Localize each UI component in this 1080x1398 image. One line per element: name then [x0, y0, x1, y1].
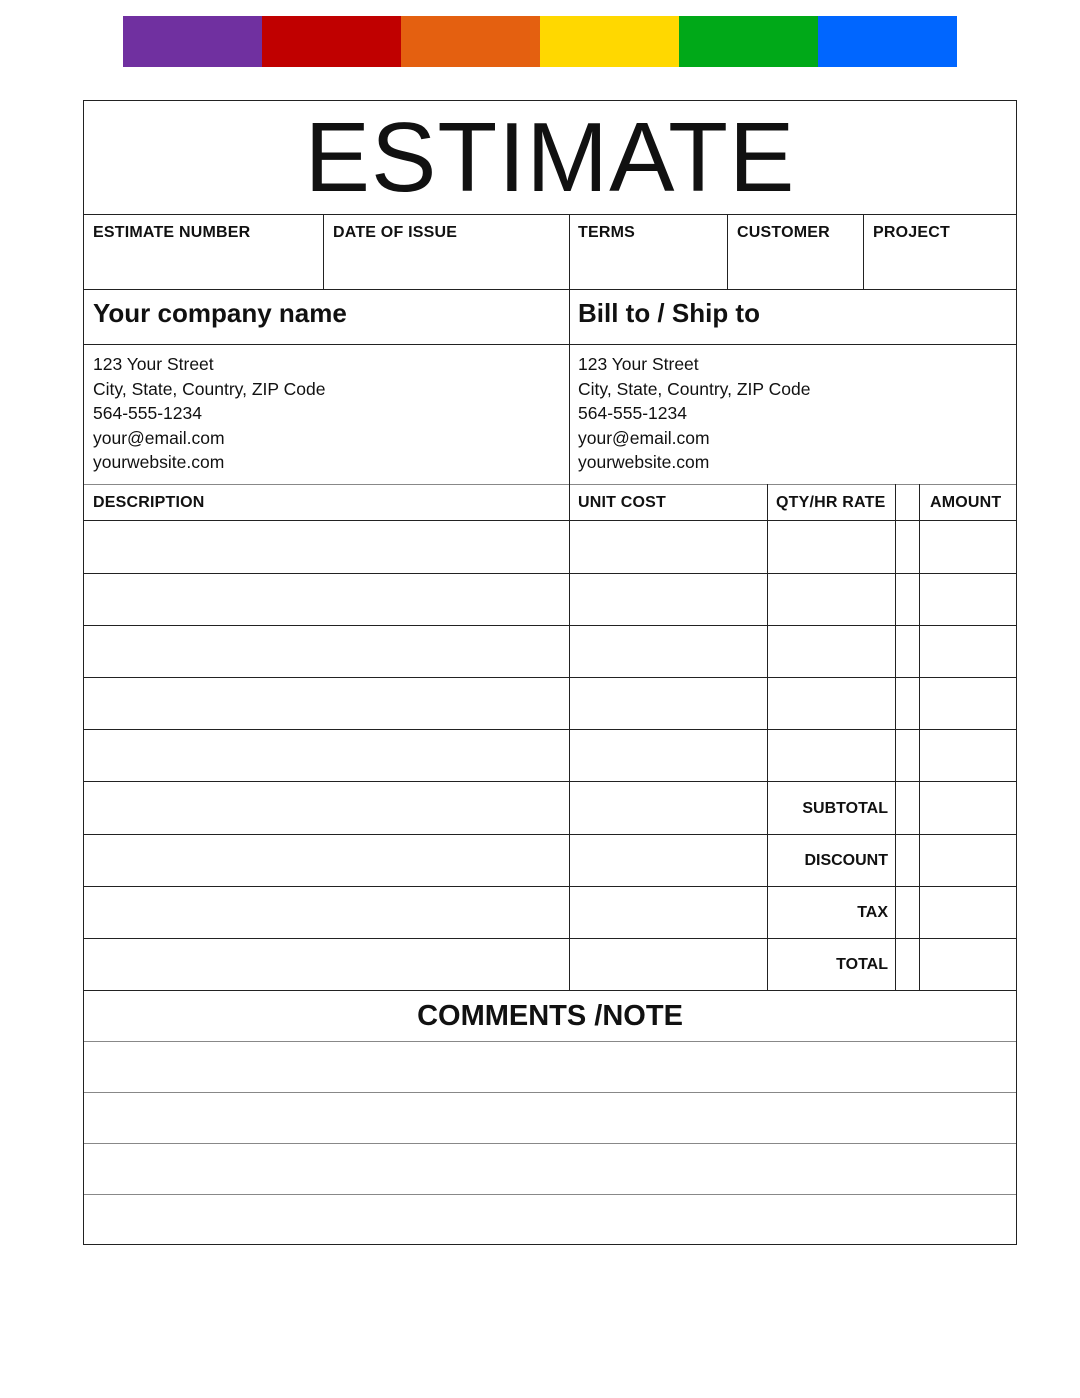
subtotal-label: SUBTOTAL [802, 800, 888, 817]
divider [569, 484, 570, 990]
discount-label: DISCOUNT [804, 852, 888, 869]
divider [84, 289, 1016, 290]
bill-to-city: City, State, Country, ZIP Code [578, 378, 811, 399]
column-header-description: DESCRIPTION [93, 494, 205, 511]
stripe-green [679, 16, 818, 67]
divider [919, 484, 920, 990]
divider [727, 214, 728, 289]
divider [84, 886, 1016, 887]
company-email: your@email.com [93, 427, 225, 448]
company-website: yourwebsite.com [93, 452, 225, 472]
estimate-number-label: ESTIMATE NUMBER [93, 224, 251, 241]
terms-label: TERMS [578, 224, 635, 241]
divider [84, 1143, 1016, 1144]
customer-label: CUSTOMER [737, 224, 830, 241]
divider [84, 573, 1016, 574]
bill-to-heading: Bill to / Ship to [578, 298, 760, 328]
stripe-blue [818, 16, 957, 67]
divider [84, 834, 1016, 835]
color-stripe [123, 16, 957, 67]
comments-heading: COMMENTS /NOTE [417, 1000, 683, 1032]
divider [84, 990, 1016, 991]
company-address [93, 352, 325, 475]
divider [84, 214, 1016, 215]
column-header-unit-cost: UNIT COST [578, 494, 667, 511]
column-header-amount: AMOUNT [930, 494, 1002, 511]
divider [84, 729, 1016, 730]
bill-to-website: yourwebsite.com [578, 452, 710, 472]
divider [84, 1092, 1016, 1093]
divider [84, 625, 1016, 626]
stripe-yellow [540, 16, 679, 67]
divider [84, 1041, 1016, 1042]
tax-label: TAX [857, 904, 888, 921]
bill-to-email: your@email.com [578, 427, 710, 448]
stripe-orange [401, 16, 540, 67]
date-of-issue-label: DATE OF ISSUE [333, 224, 458, 241]
divider [84, 1194, 1016, 1195]
divider [895, 484, 896, 990]
estimate-form [83, 100, 1017, 1245]
divider [569, 214, 570, 289]
bill-to-street: 123 Your Street [578, 354, 699, 374]
divider [84, 484, 1016, 485]
stripe-red [262, 16, 401, 67]
divider [84, 781, 1016, 782]
company-street: 123 Your Street [93, 354, 214, 374]
divider [863, 214, 864, 289]
column-header-qty-hr-rate: QTY/HR RATE [776, 494, 886, 511]
page-title: ESTIMATE [304, 102, 796, 212]
divider [569, 289, 570, 484]
bill-to-address [578, 352, 810, 475]
divider [84, 520, 1016, 521]
divider [84, 677, 1016, 678]
project-label: PROJECT [873, 224, 950, 241]
divider [84, 938, 1016, 939]
stripe-purple [123, 16, 262, 67]
total-label: TOTAL [836, 956, 888, 973]
company-city: City, State, Country, ZIP Code [93, 378, 326, 399]
company-phone: 564-555-1234 [93, 403, 202, 423]
bill-to-phone: 564-555-1234 [578, 403, 687, 423]
divider [323, 214, 324, 289]
company-name-heading: Your company name [93, 298, 347, 328]
divider [84, 344, 1016, 345]
